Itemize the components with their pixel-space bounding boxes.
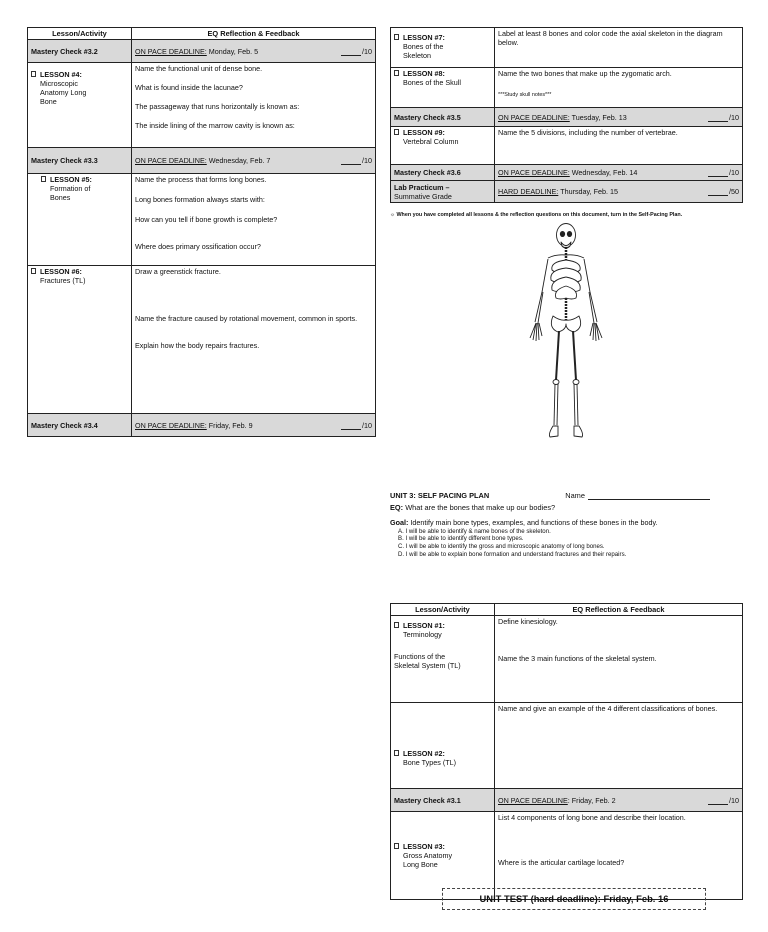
lesson-row [391, 616, 743, 703]
question: Name the functional unit of dense bone. [135, 64, 263, 74]
question: Name the 3 main functions of the skeletal system. [498, 654, 657, 664]
deadline-date: Wednesday, Feb. 7 [208, 156, 271, 166]
lab-label: Lab Practicum – [394, 182, 450, 192]
lesson-title: LESSON #3: [403, 842, 445, 852]
deadline-date: Wednesday, Feb. 14 [571, 168, 638, 177]
question: List 4 components of long bone and describe their location. [498, 813, 686, 823]
lesson-title: LESSON #5: [50, 175, 92, 185]
deadline-prefix: ON PACE DEADLINE [498, 795, 568, 805]
objective-item: D. I will be able to explain bone formation and understand fractures and their repairs. [398, 551, 627, 559]
mastery-check-row [28, 414, 376, 437]
objective-item: C. I will be able to identify the gross and microscopic anatomy of long bones. [398, 543, 605, 551]
lesson-row [391, 703, 743, 789]
lesson-name: Bones of the [403, 42, 444, 51]
mastery-check-row: Mastery Check #3.1 ON PACE DEADLINE: Friday, Feb. 2 /10 [391, 789, 743, 812]
col-header-reflection: EQ Reflection & Feedback [495, 604, 743, 616]
checkbox-icon[interactable] [394, 70, 399, 76]
mastery-check-label: Mastery Check #3.6 [391, 165, 495, 181]
question: Name the fracture caused by rotational movement, common in sports. [135, 314, 358, 324]
checkbox-icon[interactable] [31, 268, 36, 274]
deadline-date: Thursday, Feb. 15 [560, 187, 618, 196]
lab-sub: Summative Grade [394, 191, 452, 201]
eq-text: What are the bones that make up our bodies? [405, 503, 556, 513]
turn-in-note [390, 212, 750, 219]
eq-label: EQ: [390, 503, 404, 513]
lab-practicum-row [391, 181, 743, 203]
name-field[interactable] [588, 499, 710, 500]
mastery-check-label: Mastery Check #3.3 [28, 148, 132, 174]
lesson-name: Bones of the Skull [403, 78, 461, 87]
question: Where does primary ossification occur? [135, 242, 261, 252]
score-out-of: /10 [362, 46, 372, 56]
lesson-name: Skeleton [403, 51, 431, 60]
question: The inside lining of the marrow cavity is known as: [135, 121, 295, 131]
lesson-name: Gross Anatomy [403, 851, 453, 861]
lesson-row [391, 28, 743, 68]
score-out-of: /10 [729, 168, 739, 177]
mastery-check-row [391, 165, 743, 181]
lesson-row [28, 63, 376, 148]
question: Name and give an example of the 4 different classifications of bones. [498, 704, 718, 714]
skeleton-diagram [512, 220, 620, 442]
deadline-date: Tuesday, Feb. 13 [571, 112, 627, 122]
turn-in-text: When you have completed all lessons & the reflection questions on this document, turn in the Self-Pacing Plan. [396, 212, 683, 218]
plan-title: UNIT 3: SELF PACING PLAN [390, 491, 490, 500]
lesson-row [391, 68, 743, 108]
lesson-title: LESSON #4: [40, 70, 82, 80]
question: Long bones formation always starts with: [135, 195, 265, 205]
instruction: Name the 5 divisions, including the number of vertebrae. [498, 128, 678, 137]
lesson-row [391, 127, 743, 165]
question: The passageway that runs horizontally is known as: [135, 102, 300, 112]
lesson-name: Microscopic [40, 79, 78, 89]
lesson-name: Functions of the [394, 652, 446, 662]
goal-text: Identify main bone types, examples, and functions of these bones in the body. [410, 517, 658, 527]
lesson-name: Terminology [403, 630, 442, 640]
lesson-name: Skeletal System (TL) [394, 661, 461, 671]
name-label: Name [565, 491, 585, 500]
mastery-check-label: Mastery Check #3.5 [391, 108, 495, 127]
lesson-name: Bones [50, 193, 71, 203]
self-pacing-plan-header [390, 491, 750, 559]
objectives-list [398, 528, 750, 560]
deadline-date: Friday, Feb. 9 [208, 420, 253, 430]
deadline-prefix: ON PACE DEADLINE: [498, 168, 570, 177]
col-header-lesson: Lesson/Activity [28, 28, 132, 40]
lesson-name: Vertebral Column [403, 137, 459, 146]
mastery-check-label: Mastery Check #3.1 [391, 789, 495, 812]
lesson-name: Long Bone [403, 860, 438, 870]
mastery-check-row [28, 148, 376, 174]
mastery-check-label: Mastery Check #3.4 [28, 414, 132, 437]
unit-test-banner: UNIT TEST (hard deadline): Friday, Feb. 16 [442, 888, 706, 910]
question: Draw a greenstick fracture. [135, 267, 221, 277]
lesson-row [391, 812, 743, 900]
score-out-of: /50 [729, 187, 739, 196]
checkbox-icon[interactable] [41, 176, 46, 182]
checkbox-icon[interactable] [394, 843, 399, 849]
instruction: Name the two bones that make up the zygomatic arch. [498, 69, 672, 78]
sparkle-icon: ☼ [390, 212, 397, 218]
checkbox-icon[interactable] [394, 129, 399, 135]
col-header-reflection: EQ Reflection & Feedback [132, 28, 376, 40]
deadline-prefix: ON PACE DEADLINE: [135, 46, 207, 56]
lesson-title: LESSON #9: [403, 128, 445, 137]
question: Where is the articular cartilage located? [498, 858, 625, 868]
mastery-check-label: Mastery Check #3.2 [28, 40, 132, 63]
deadline-prefix: HARD DEADLINE: [498, 187, 559, 196]
checkbox-icon[interactable] [31, 71, 36, 77]
lesson-name: Anatomy Long [40, 88, 87, 98]
lesson-title: LESSON #8: [403, 69, 445, 78]
deadline-prefix: ON PACE DEADLINE: [135, 420, 207, 430]
objective-item: A. I will be able to identify & name bones of the skeleton. [398, 527, 551, 535]
checkbox-icon[interactable] [394, 34, 399, 40]
mastery-check-row [391, 108, 743, 127]
lesson-title: LESSON #6: [40, 267, 82, 277]
mastery-check-row [28, 40, 376, 63]
deadline-prefix: ON PACE DEADLINE: [135, 156, 207, 166]
checkbox-icon[interactable] [394, 750, 399, 756]
score-out-of: /10 [362, 420, 372, 430]
question: How can you tell if bone growth is complete? [135, 215, 278, 225]
lesson-name: Bone Types (TL) [403, 757, 456, 767]
deadline-prefix: ON PACE DEADLINE: [498, 112, 570, 122]
lesson-row [28, 266, 376, 414]
lesson-title: LESSON #7: [403, 33, 445, 42]
lesson-title: LESSON #1: [403, 621, 445, 631]
deadline-date: Friday, Feb. 2 [571, 795, 616, 805]
lesson-row [28, 174, 376, 266]
lesson-name: Fractures (TL) [40, 276, 86, 286]
question: Explain how the body repairs fractures. [135, 341, 260, 351]
deadline-date: Monday, Feb. 5 [208, 46, 259, 56]
lessons-table-plan [390, 603, 743, 900]
question: Name the process that forms long bones. [135, 175, 267, 185]
checkbox-icon[interactable] [394, 622, 399, 628]
study-note: ***Study skull notes*** [498, 92, 552, 98]
score-out-of: /10 [362, 156, 372, 166]
lesson-name: Formation of [50, 184, 91, 194]
col-header-lesson: Lesson/Activity [391, 604, 495, 616]
instruction: Label at least 8 bones and color code the axial skeleton in the diagram below. [498, 29, 723, 47]
lesson-name: Bone [40, 97, 57, 107]
score-out-of: /10 [729, 112, 739, 122]
score-out-of: /10 [729, 795, 739, 805]
objective-item: B. I will be able to identify different bone types. [398, 535, 524, 543]
lessons-table-right [390, 27, 743, 203]
question: What is found inside the lacunae? [135, 83, 243, 93]
question: Define kinesiology. [498, 617, 558, 627]
goal-label: Goal: [390, 517, 409, 527]
lesson-title: LESSON #2: [403, 748, 445, 758]
lessons-table-left [27, 27, 376, 437]
